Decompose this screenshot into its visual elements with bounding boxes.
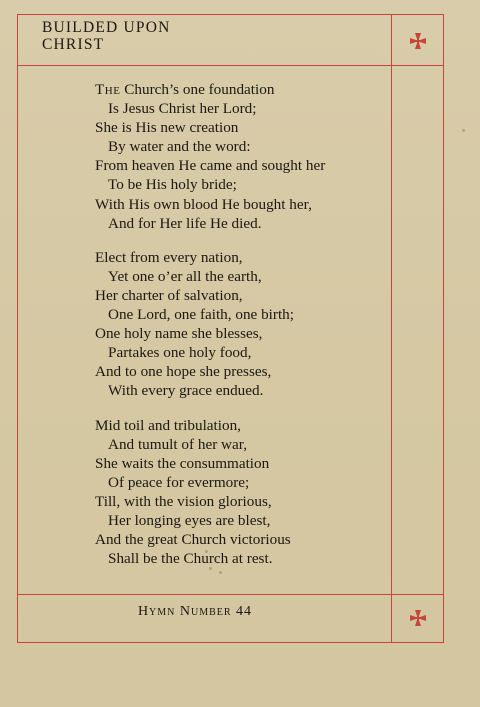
hymn-title: [42, 19, 382, 53]
paper-blemish: [205, 550, 208, 553]
paper-blemish: [214, 558, 217, 561]
verse-line: With every grace endued.: [108, 382, 264, 400]
stanza: [95, 416, 385, 569]
verse-line: Partakes one holy food,: [108, 344, 252, 362]
hymn-title-line-2: CHRIST: [42, 36, 105, 53]
verse-line: Is Jesus Christ her Lord;: [108, 100, 257, 118]
top-rule: [17, 14, 443, 15]
header-divider-rule: [17, 65, 443, 66]
verse-line: From heaven He came and sought her: [95, 157, 326, 175]
verse-line: Shall be the Church at rest.: [108, 550, 273, 568]
verse-line: With His own blood He bought her,: [95, 195, 312, 213]
maltese-cross-icon: [410, 33, 426, 49]
paper-blemish: [219, 571, 222, 574]
left-rule: [17, 14, 18, 643]
verse-line: Elect from every nation,: [95, 248, 243, 266]
verse-line: The Church’s one foundation: [95, 81, 275, 98]
verse-line: And for Her life He died.: [108, 214, 262, 232]
hymn-title-line-1: BUILDED UPON: [42, 19, 171, 36]
hymn-number-label: Hymn Number 44: [137, 604, 253, 619]
verse-line: Yet one o’er all the earth,: [108, 267, 262, 285]
verse-line: Her longing eyes are blest,: [108, 511, 271, 529]
verse-line: One holy name she blesses,: [95, 325, 263, 343]
verse-line: She is His new creation: [95, 119, 239, 137]
verse-line: Of peace for evermore;: [108, 473, 250, 491]
verse-line: By water and the word:: [108, 138, 251, 156]
verse-line: One Lord, one faith, one birth;: [108, 306, 294, 324]
outer-right-rule: [443, 14, 444, 643]
hymn-text: [95, 80, 385, 583]
verse-line: Till, with the vision glorious,: [95, 492, 272, 510]
bottom-rule: [17, 642, 443, 643]
footer-divider-rule: [17, 594, 443, 595]
paper-blemish: [209, 567, 212, 570]
verse-line: Her charter of salvation,: [95, 286, 243, 304]
verse-line: To be His holy bride;: [108, 176, 237, 194]
paper-blemish: [462, 129, 465, 132]
maltese-cross-icon: [410, 610, 426, 626]
verse-line: And to one hope she presses,: [95, 363, 272, 381]
verse-line: And the great Church victorious: [95, 531, 291, 549]
verse-line: And tumult of her war,: [108, 435, 248, 453]
verse-line: She waits the consummation: [95, 454, 270, 472]
inner-right-rule: [391, 14, 392, 643]
verse-line: Mid toil and tribulation,: [95, 416, 241, 434]
stanza: [95, 80, 385, 233]
stanza: [95, 248, 385, 401]
